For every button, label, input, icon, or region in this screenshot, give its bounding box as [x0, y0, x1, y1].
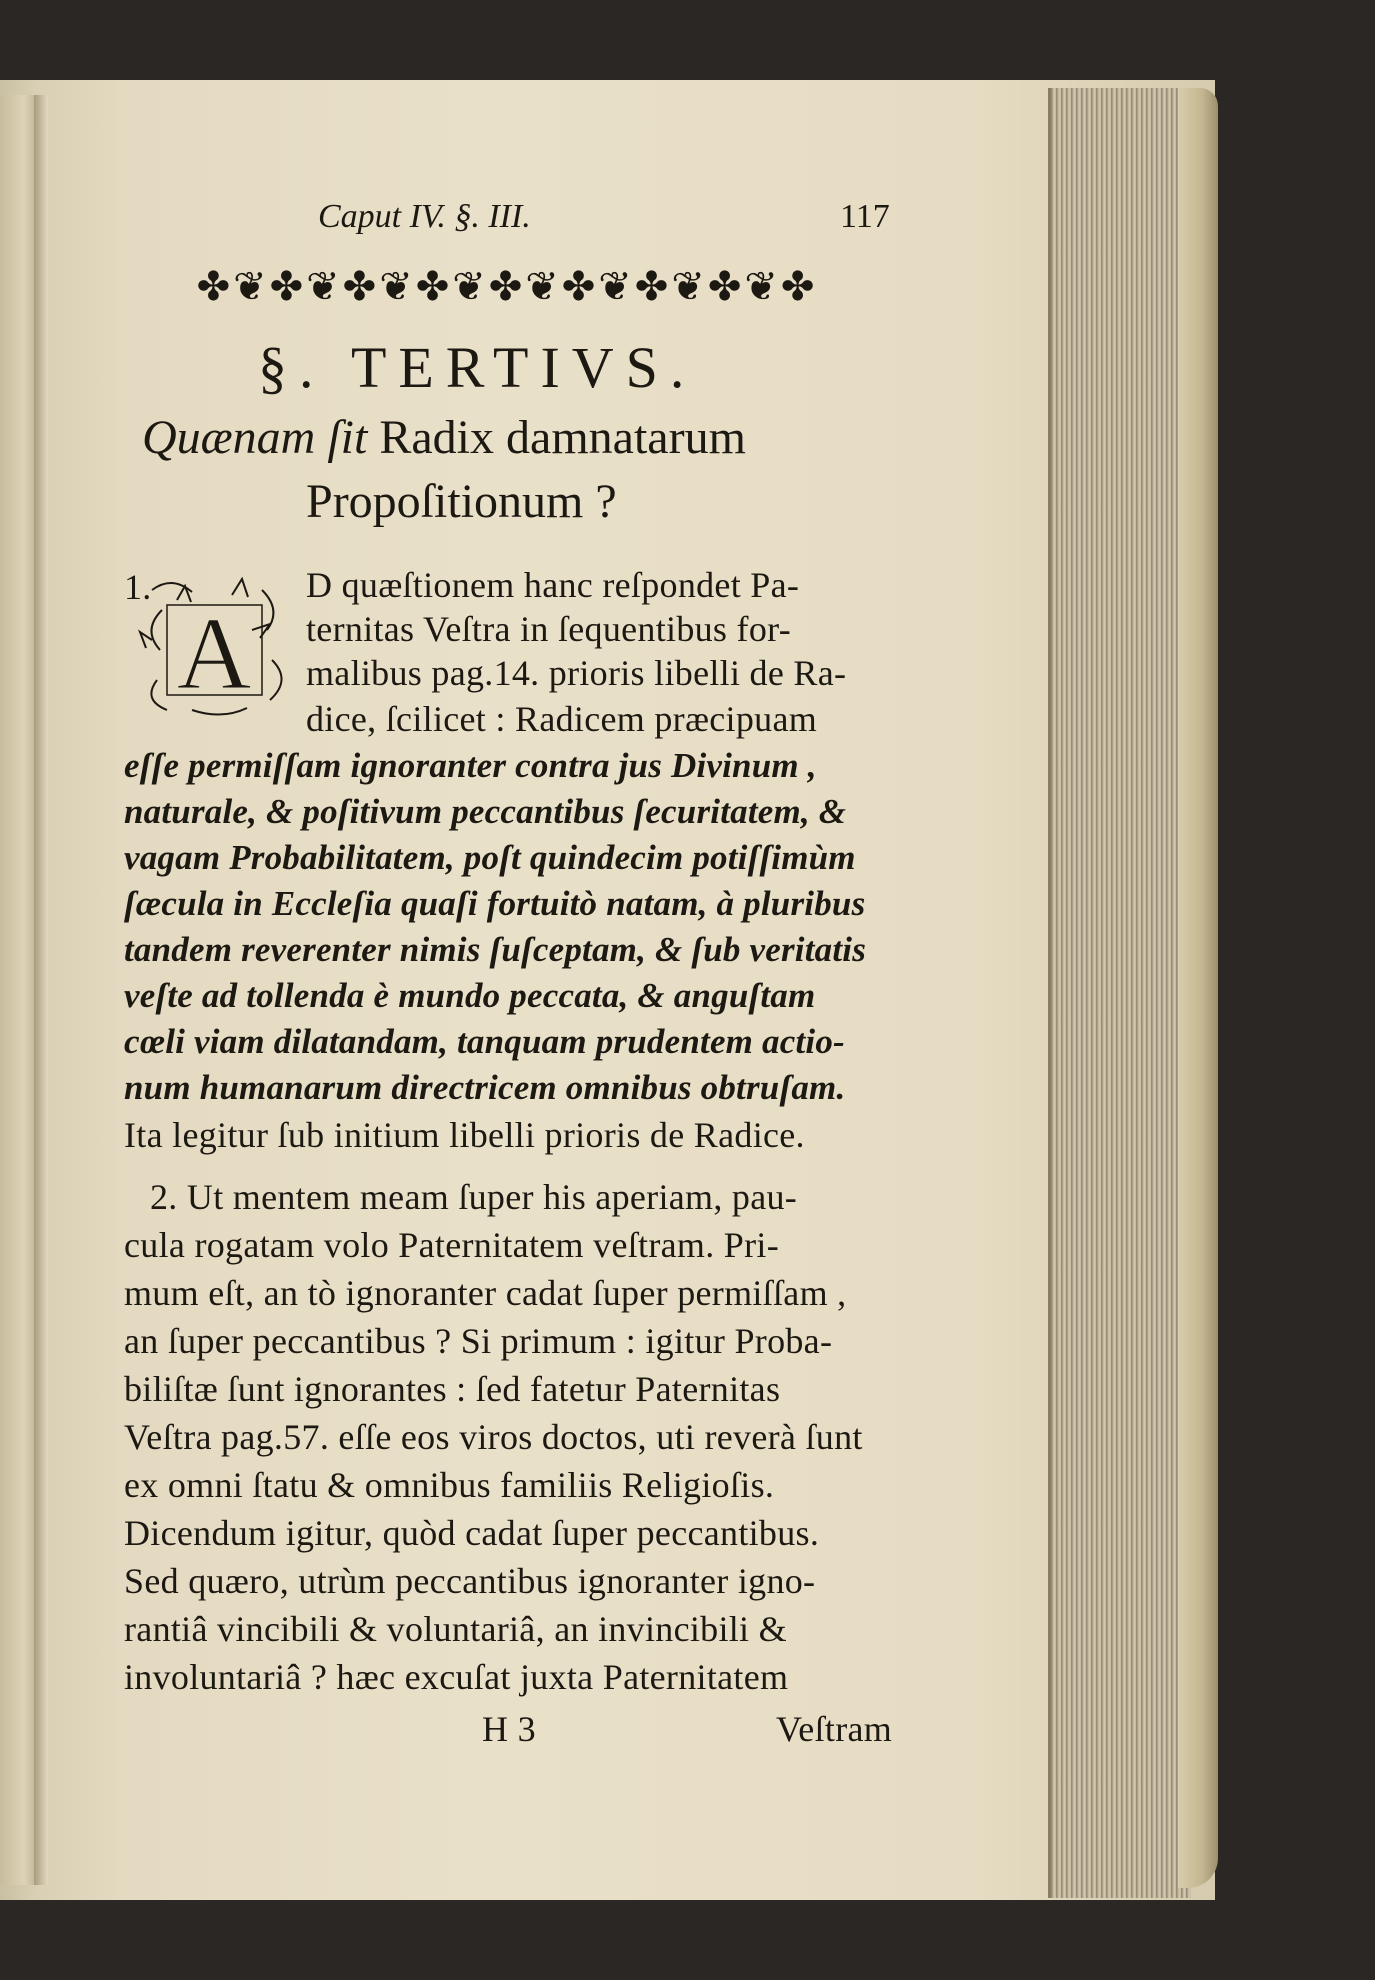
p1-line-1: D quæſtionem hanc reſpondet Pa- [306, 565, 800, 605]
p1-line-12: num humanarum directricem omnibus obtruſam. [124, 1068, 846, 1107]
page-number: 117 [840, 198, 890, 235]
paragraph-number: 1. [124, 567, 152, 607]
p2-line-11: involuntariâ ? hæc excuſat juxta Paternitatem [124, 1657, 789, 1697]
p1-line-4: dice, ſcilicet : Radicem præcipuam [306, 699, 818, 739]
p2-line-10: rantiâ vincibili & voluntariâ, an invincibili & [124, 1609, 787, 1649]
p1-line-7: vagam Probabilitatem, poſt quindecim potiſſimùm [124, 838, 856, 877]
p1-line-13: Ita legitur ſub initium libelli prioris de Radice. [124, 1115, 805, 1155]
p2-line-1: 2. Ut mentem meam ſuper his aperiam, pau- [150, 1177, 798, 1217]
p1-line-6: naturale, & poſitivum peccantibus ſecuritatem, & [124, 792, 847, 831]
catchword: Veſtram [776, 1709, 893, 1749]
gutter-shadow [34, 95, 48, 1885]
initial-letter: A [176, 596, 252, 711]
p2-line-5: biliſtæ ſunt ignorantes : ſed fatetur Paternitas [124, 1369, 781, 1409]
section-heading: §. TERTIVS. [258, 335, 697, 400]
question-roman: Radix damnatarum [379, 411, 746, 464]
p1-line-10: veſte ad tollenda è mundo peccata, & anguſtam [124, 976, 816, 1015]
signature-mark: H 3 [482, 1709, 536, 1749]
p1-line-9: tandem reverenter nimis ſuſceptam, & ſub veritatis [124, 930, 867, 969]
p2-line-7: ex omni ſtatu & omnibus familiis Religioſis. [124, 1465, 775, 1505]
p1-line-8: ſæcula in Eccleſia quaſi fortuitò natam, à pluribus [124, 884, 866, 923]
p1-line-3: malibus pag.14. prioris libelli de Ra- [306, 653, 847, 693]
p2-line-4: an ſuper peccantibus ? Si primum : igitur Proba- [124, 1321, 833, 1361]
p2-line-8: Dicendum igitur, quòd cadat ſuper peccantibus. [124, 1513, 820, 1553]
vellum-binding [1178, 88, 1218, 1888]
p2-line-6: Veſtra pag.57. eſſe eos viros doctos, uti reverà ſunt [124, 1417, 863, 1457]
p2-line-2: cula rogatam volo Paternitatem veſtram. Pri- [124, 1225, 779, 1265]
decorated-initial-a [132, 570, 297, 720]
p2-line-9: Sed quæro, utrùm peccantibus ignoranter igno- [124, 1561, 816, 1601]
question-italic: Quænam ſit [142, 411, 368, 464]
question-line-2: Propoſitionum ? [306, 475, 617, 528]
p1-line-5: eſſe permiſſam ignoranter contra jus Divinum , [124, 746, 817, 785]
page-stack-edge [1048, 88, 1191, 1898]
running-head: Caput IV. §. III. [318, 198, 531, 235]
p2-line-3: mum eſt, an tò ignoranter cadat ſuper permiſſam , [124, 1273, 847, 1313]
question-line-1 [142, 410, 746, 465]
p1-line-2: ternitas Veſtra in ſequentibus for- [306, 609, 791, 649]
decorative-ornament-band: ✤❦✤❦✤❦✤❦✤❦✤❦✤❦✤❦✤ [196, 264, 818, 310]
p1-line-11: cœli viam dilatandam, tanquam prudentem actio- [124, 1022, 845, 1061]
